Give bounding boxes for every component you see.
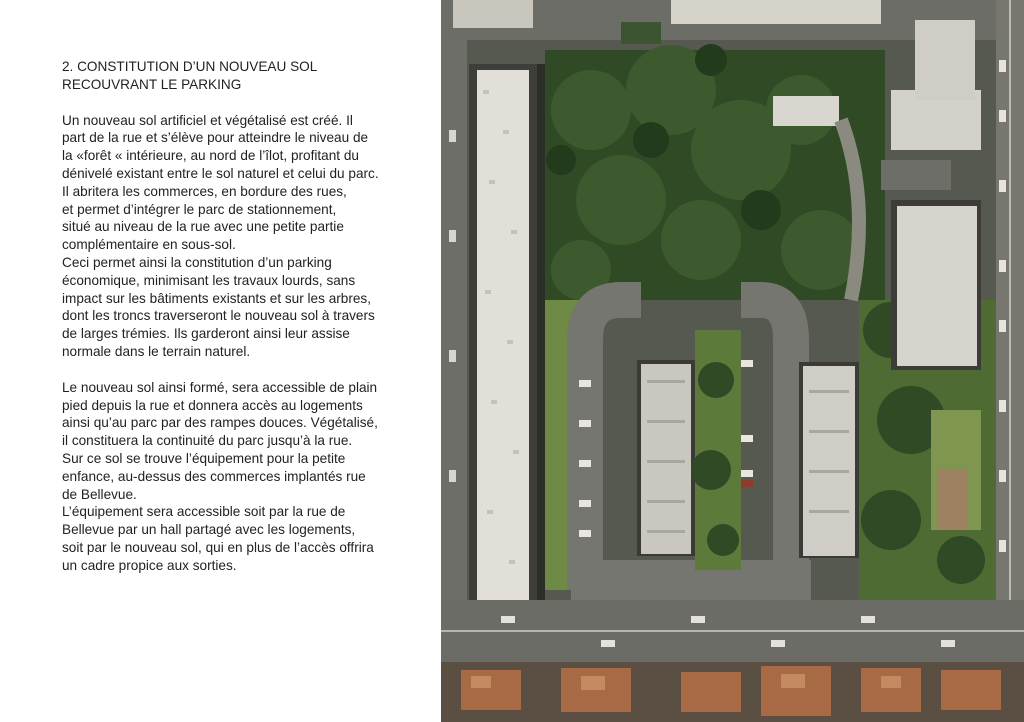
text-line: situé au niveau de la rue avec une petite partie: [62, 219, 344, 235]
text-line: Il abritera les commerces, en bordure des rues,: [62, 183, 347, 199]
paragraph-1: [62, 112, 422, 361]
heading-line: RECOUVRANT LE PARKING: [62, 76, 242, 92]
aerial-photo: [441, 0, 1024, 722]
text-line: la «forêt « intérieure, au nord de l’îlot, profitant du: [62, 148, 359, 164]
section-heading: [62, 58, 422, 94]
text-line: pied depuis la rue et donnera accès au logements: [62, 397, 363, 413]
text-line: et permet d’intégrer le parc de stationnement,: [62, 201, 337, 217]
text-line: un cadre propice aux sorties.: [62, 557, 237, 573]
text-line: de larges trémies. Ils garderont ainsi leur assise: [62, 326, 350, 342]
text-line: soit par le nouveau sol, qui en plus de l’accès offrira: [62, 539, 374, 555]
text-line: il constituera la continuité du parc jusqu’à la rue.: [62, 433, 353, 449]
text-line: Ceci permet ainsi la constitution d’un parking: [62, 254, 332, 270]
text-line: Le nouveau sol ainsi formé, sera accessible de plain: [62, 379, 378, 395]
text-column: [62, 58, 422, 575]
paragraph-gap: [62, 361, 422, 379]
text-line: Sur ce sol se trouve l’équipement pour la petite: [62, 450, 346, 466]
text-line: dont les troncs traverseront le nouveau sol à travers: [62, 308, 375, 324]
text-line: économique, minimisant les travaux lourds, sans: [62, 272, 356, 288]
text-line: Bellevue par un hall partagé avec les logements,: [62, 522, 356, 538]
text-line: enfance, au-dessus des commerces implantés rue: [62, 468, 366, 484]
text-line: normale dans le terrain naturel.: [62, 343, 251, 359]
text-line: complémentaire en sous-sol.: [62, 237, 236, 253]
text-line: ainsi qu’au parc par des rampes douces. Végétalisé,: [62, 415, 378, 431]
text-line: de Bellevue.: [62, 486, 137, 502]
text-line: part de la rue et s’élève pour atteindre le niveau de: [62, 130, 369, 146]
heading-line: 2. CONSTITUTION D’UN NOUVEAU SOL: [62, 59, 318, 74]
text-line: impact sur les bâtiments existants et sur les arbres,: [62, 290, 371, 306]
text-line: L’équipement sera accessible soit par la rue de: [62, 504, 346, 520]
text-line: dénivelé existant entre le sol naturel et celui du parc.: [62, 165, 379, 181]
text-line: Un nouveau sol artificiel et végétalisé est créé. Il: [62, 112, 353, 128]
paragraph-2: [62, 379, 422, 575]
